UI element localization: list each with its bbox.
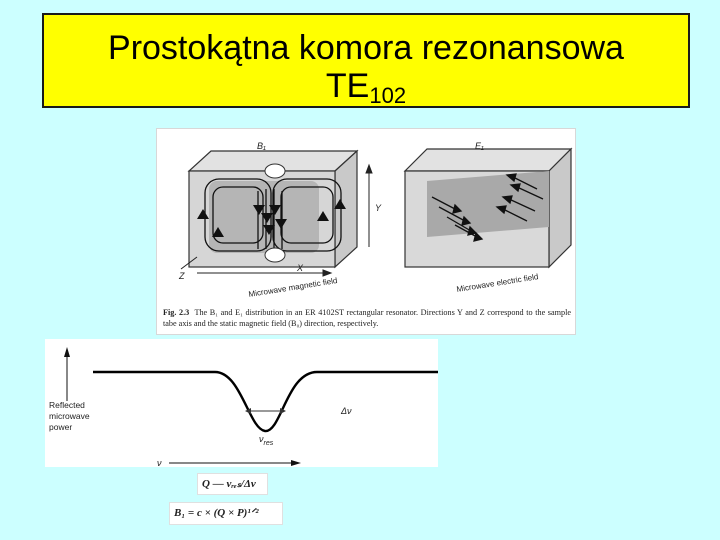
magnetic-field-caption: Microwave magnetic field (247, 276, 339, 299)
z-axis-label: Z (179, 271, 185, 281)
electric-field-caption: Microwave electric field (455, 272, 539, 294)
resonator-drawing (157, 129, 577, 307)
ylabel-line1: Reflected (49, 400, 85, 410)
slide-title: Prostokątna komora rezonansowa (108, 29, 624, 67)
mode-name: TE (325, 67, 370, 105)
absorption-plot (45, 339, 438, 467)
ylabel-line2: microwave (49, 411, 90, 421)
y-axis-arrow (64, 347, 70, 357)
x-axis-arrow (291, 460, 301, 466)
b1-field-equation: B₁ = c × (Q × P)¹ᐟ² (169, 502, 283, 525)
slide-subtitle (44, 67, 688, 115)
mode-index: 102 (369, 83, 407, 108)
e1-label: E₁ (475, 141, 484, 151)
figure-number: Fig. 2.3 (163, 308, 190, 317)
figure-caption (163, 307, 571, 329)
absorption-figure (45, 339, 438, 467)
b1-label: B₁ (257, 141, 266, 151)
quality-factor-equation: Q — νᵣₑₛ/Δν (197, 473, 268, 495)
y-axis-label: Y (375, 203, 382, 213)
resonator-figure (156, 128, 576, 335)
slide-title-box (42, 13, 690, 108)
x-axis-label: X (297, 263, 304, 273)
delta-nu-label: Δν (341, 406, 352, 416)
nu-res-label: $\nu_{res}$ (259, 434, 274, 447)
absorption-curve (93, 372, 438, 431)
x-axis-nu-label: ν (157, 458, 162, 467)
ylabel-line3: power (49, 422, 73, 432)
figure-caption-text: The B₁ and E₁ distribution in an ER 4102ST rectangular resonator. Directions Y and Z correspond to the sample tabe axis and the static magnetic field (B₀) direction, respectively. (163, 308, 571, 328)
electric-field-box (405, 149, 571, 267)
